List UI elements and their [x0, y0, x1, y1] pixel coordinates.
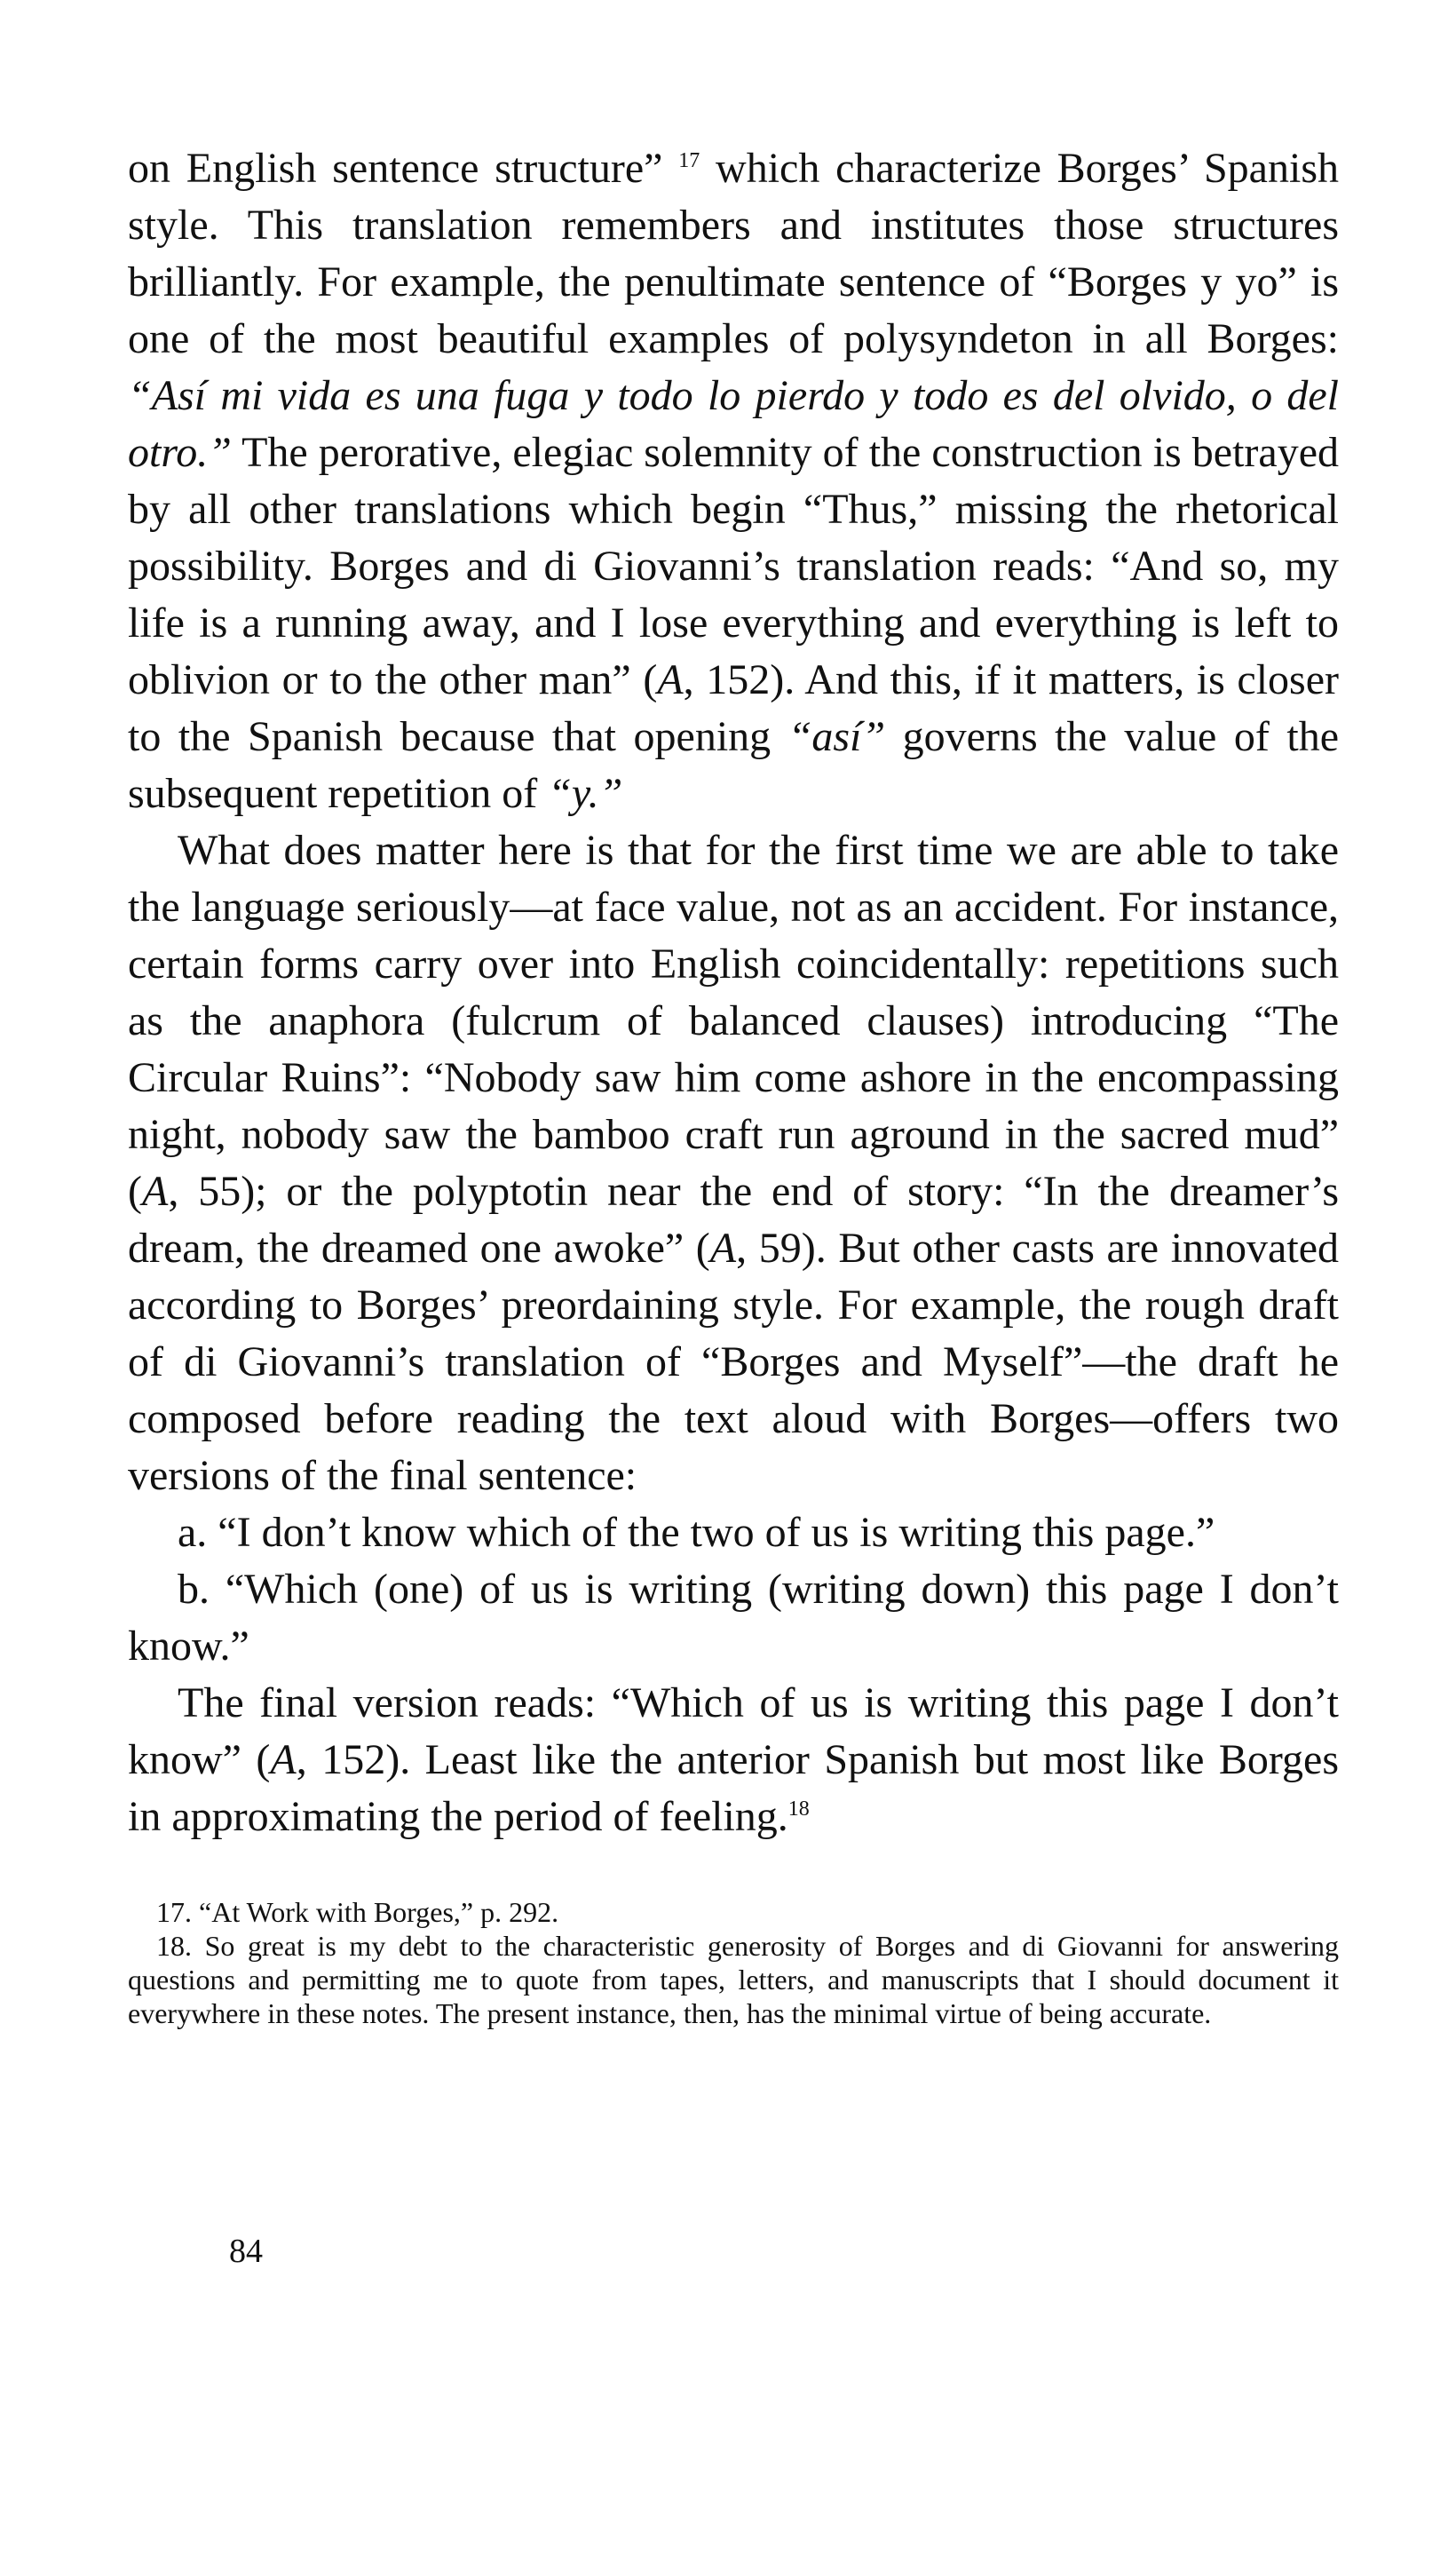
paragraph-3: [128, 1675, 1339, 1845]
footnote-18: 18. So great is my debt to the characteristic generosity of Borges and di Giovanni for answering questions and permitting me to quote from tapes, letters, and manuscripts that I should document it everywhere in these notes. The present instance, then, has the minimal virtue of being accurate.: [128, 1930, 1339, 2029]
citation-abbrev: A: [657, 656, 684, 703]
text-run: The perorative, elegiac solemnity of the construction is betrayed by all other translations which begin “Thus,” missing the rhetorical possibility. Borges and di Giovanni’s translation reads: “And so, my life is a running away, and I lose everything and everything is left to oblivion or to the other man” (: [128, 429, 1339, 703]
version-a: [128, 1504, 1339, 1561]
footnote-ref-17: 17: [678, 149, 700, 172]
footnote-ref-18: 18: [787, 1797, 810, 1821]
text-run: , 55); or the polyptotin near the end of story: “In the dreamer’s dream, the dreamed one awoke” (: [128, 1168, 1339, 1272]
text-run: What does matter here is that for the first time we are able to take the language seriously—at face value, not as an accident. For instance, certain forms carry over into English coincidentally: repetitions such as the anaphora (fulcrum of balanced clauses) introducing “The Circular Ruins”: “Nobody saw him come ashore in the encompassing night, nobody saw the bamboo craft run aground in the sacred mud” (: [128, 827, 1339, 1215]
paragraph-1: [128, 140, 1339, 822]
text-run: governs the value of the subsequent repetition of: [128, 713, 1339, 817]
citation-abbrev: A: [709, 1225, 737, 1272]
footnote-17: 17. “At Work with Borges,” p. 292.: [156, 1896, 559, 1928]
text-run: which characterize Borges’ Spanish style. This translation remembers and institutes those structures brilliantly. For example, the penultimate sentence of “Borges y yo” is one of the most beautiful examples of polysyndeton in all Borges:: [128, 145, 1339, 362]
text-run: a. “I don’t know which of the two of us is writing this page.”: [178, 1509, 1215, 1556]
citation-abbrev: A: [141, 1168, 169, 1215]
text-run: The final version reads: “Which of us is writing this page I don’t know” (: [128, 1679, 1339, 1783]
text-run: b. “Which (one) of us is writing (writing down) this page I don’t know.”: [128, 1566, 1339, 1670]
body-text: [128, 140, 1339, 1845]
text-run: , 152). And this, if it matters, is closer to the Spanish because that opening: [128, 656, 1340, 760]
page: [128, 140, 1339, 2030]
text-run: , 152). Least like the anterior Spanish but most like Borges in approximating the period of feeling.: [128, 1736, 1340, 1840]
italic-word-asi: “así”: [787, 713, 886, 760]
text-run: on English sentence structure”: [128, 145, 679, 192]
italic-word-y: “y.”: [548, 770, 623, 817]
citation-abbrev: A: [270, 1736, 297, 1783]
footnotes: [128, 1895, 1339, 2030]
paragraph-2: [128, 822, 1339, 1504]
page-number: 84: [229, 2233, 263, 2270]
text-run: , 59). But other casts are innovated according to Borges’ preordaining style. For example, the rough draft of di Giovanni’s translation of “Borges and Myself”—the draft he composed before reading the text aloud with Borges—offers two versions of the final sentence:: [128, 1225, 1340, 1499]
version-b: [128, 1561, 1339, 1675]
italic-quote-spanish: “Así mi vida es una fuga y todo lo pierdo y todo es del olvido, o del otro.”: [128, 372, 1339, 476]
